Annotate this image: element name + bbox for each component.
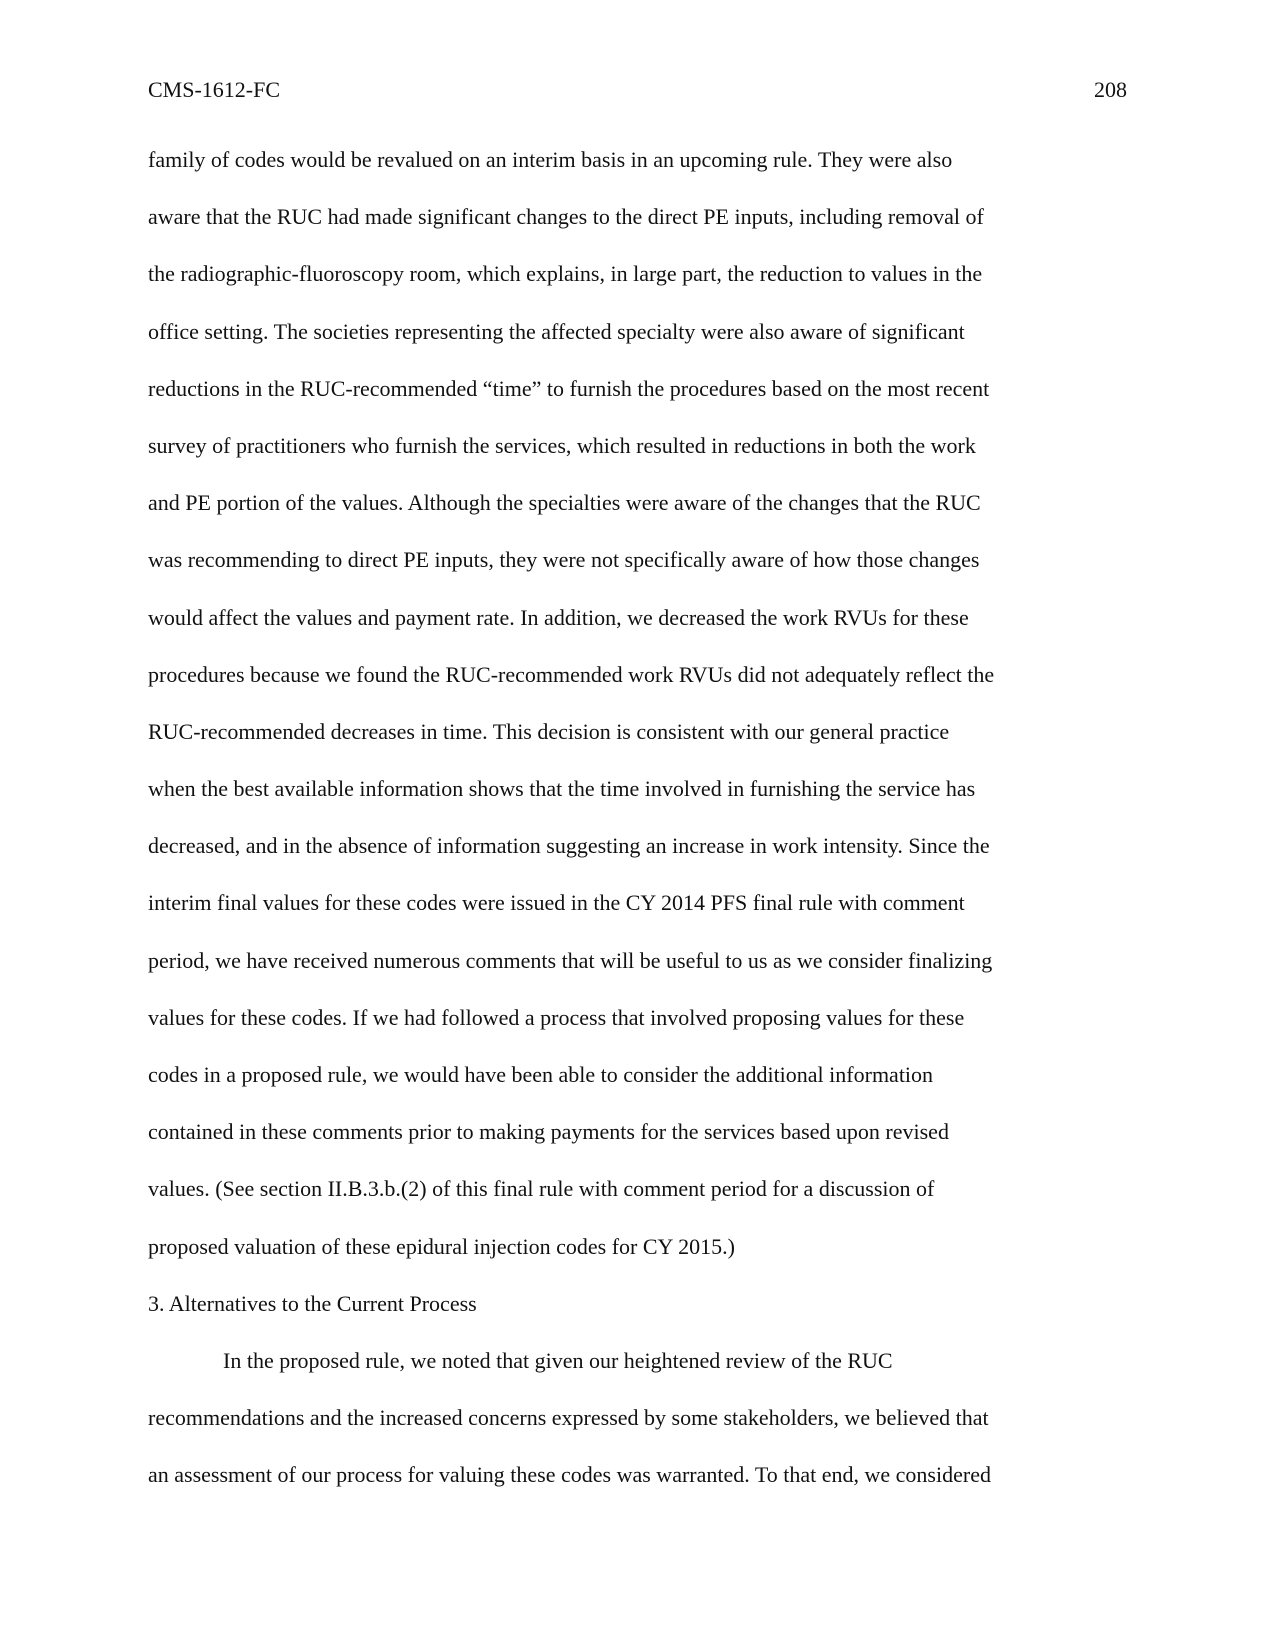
text-line: the radiographic-fluoroscopy room, which explains, in large part, the reduction to values in the [148, 261, 983, 287]
text-line: codes in a proposed rule, we would have been able to consider the additional information [148, 1062, 934, 1087]
text-line: In the proposed rule, we noted that given our heightened review of the RUC [223, 1347, 893, 1373]
text-line: office setting. The societies representing the affected specialty were also aware of significant [148, 318, 965, 344]
text-line: and PE portion of the values. Although the specialties were aware of the changes that the RUC [148, 490, 981, 516]
text-line: contained in these comments prior to making payments for the services based upon revised [148, 1119, 949, 1145]
body-text [148, 146, 1128, 1519]
text-line: values for these codes. If we had followed a process that involved proposing values for these [148, 1004, 965, 1030]
text-line: recommendations and the increased concerns expressed by some stakeholders, we believed that [148, 1405, 989, 1431]
text-line: values. (See section II.B.3.b.(2) of this final rule with comment period for a discussion of [148, 1176, 935, 1202]
text-line: when the best available information shows that the time involved in furnishing the service has [148, 776, 976, 802]
page-number: 208 [1094, 77, 1127, 102]
text-line: procedures because we found the RUC-recommended work RVUs did not adequately reflect the [148, 661, 995, 687]
text-line: reductions in the RUC-recommended “time” to furnish the procedures based on the most recent [148, 375, 990, 401]
text-line: was recommending to direct PE inputs, they were not specifically aware of how those changes [148, 547, 980, 573]
text-line: RUC-recommended decreases in time. This decision is consistent with our general practice [148, 718, 950, 744]
text-line: survey of practitioners who furnish the services, which resulted in reductions in both the work [148, 432, 976, 458]
text-line: aware that the RUC had made significant changes to the direct PE inputs, including removal of [148, 204, 984, 230]
text-line: would affect the values and payment rate. In addition, we decreased the work RVUs for these [148, 604, 969, 630]
text-line: interim final values for these codes were issued in the CY 2014 PFS final rule with comment [148, 890, 965, 916]
text-line: decreased, and in the absence of information suggesting an increase in work intensity. Since the [148, 833, 990, 859]
document-id: CMS-1612-FC [148, 77, 281, 102]
text-line: period, we have received numerous comments that will be useful to us as we consider finalizing [148, 947, 993, 973]
text-line: family of codes would be revalued on an interim basis in an upcoming rule. They were also [148, 147, 953, 172]
text-line: proposed valuation of these epidural injection codes for CY 2015.) [148, 1233, 735, 1259]
text-line: an assessment of our process for valuing these codes was warranted. To that end, we considered [148, 1462, 991, 1488]
section-heading: 3. Alternatives to the Current Process [148, 1290, 477, 1316]
